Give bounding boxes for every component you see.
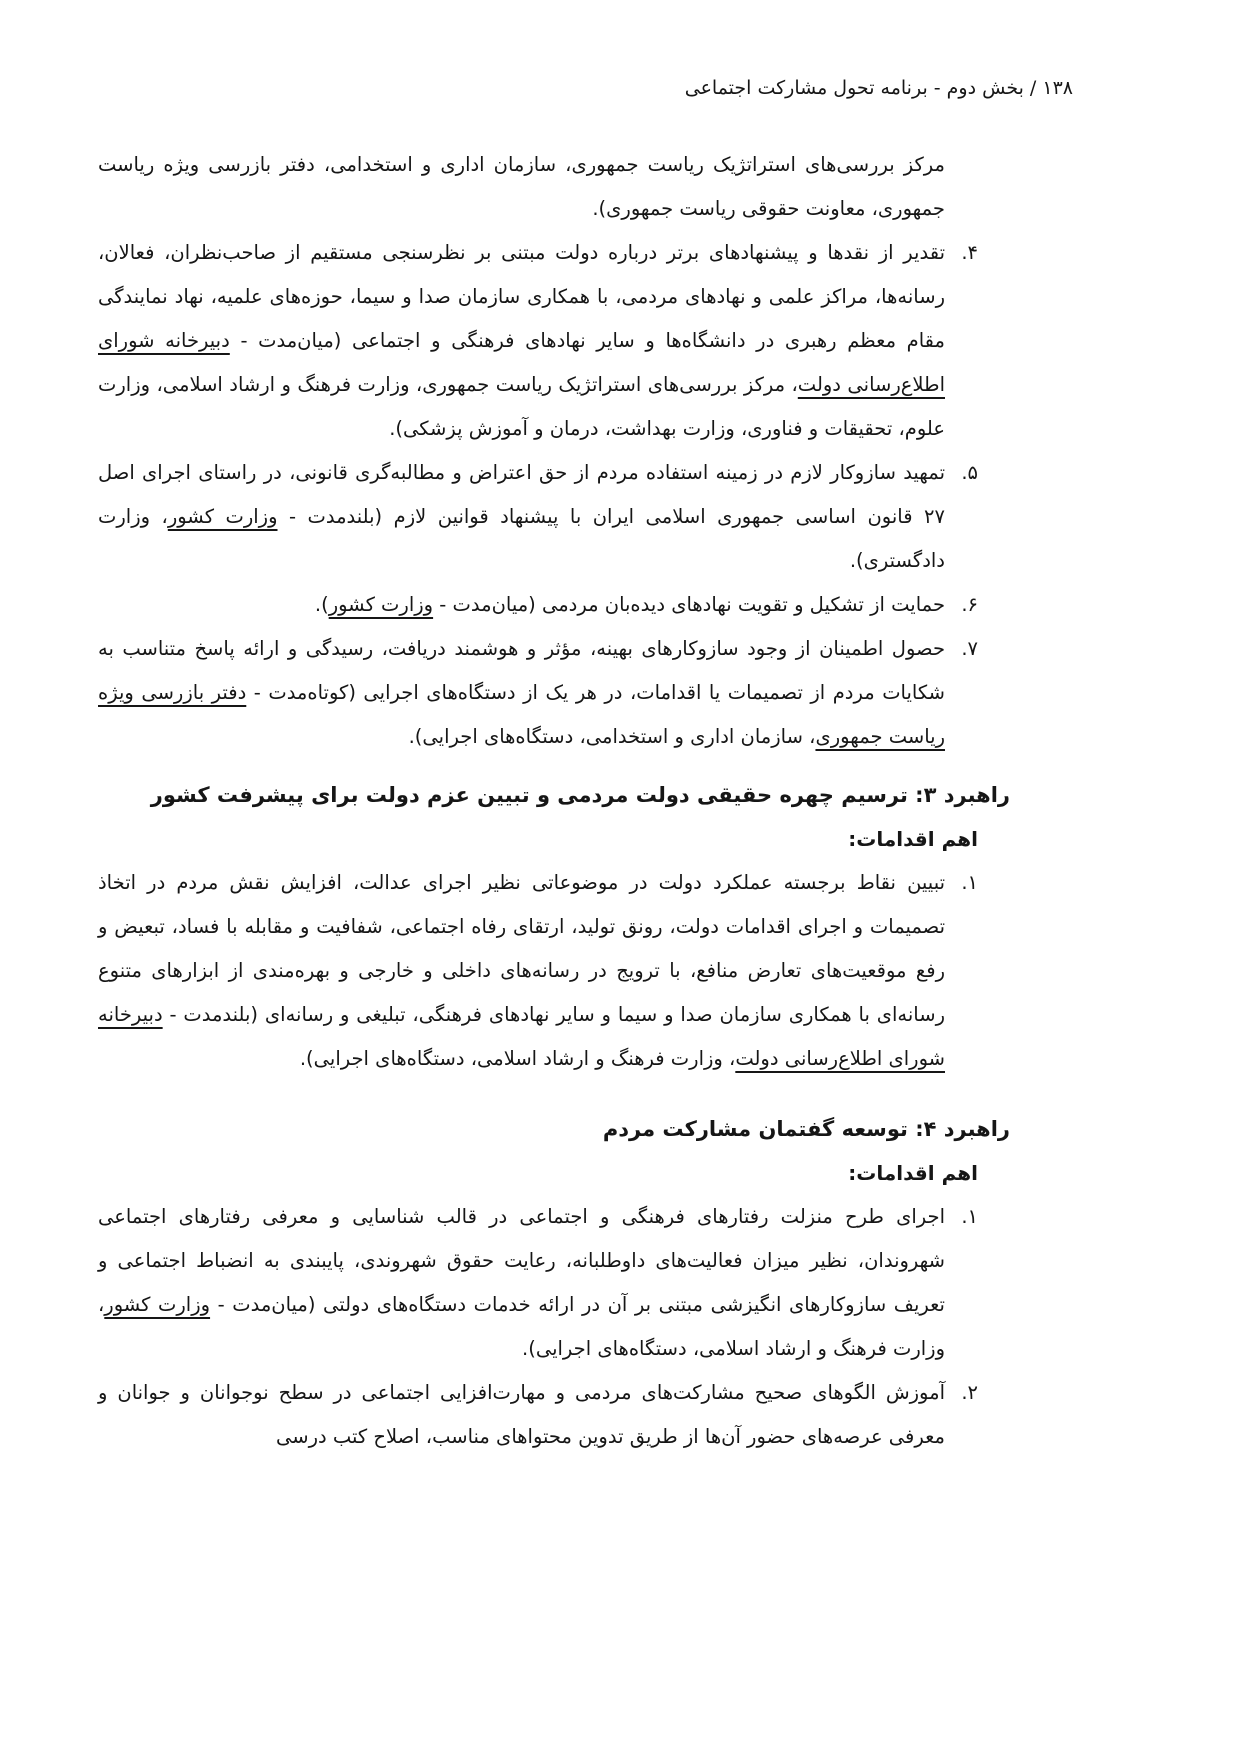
item-number: ۷.	[961, 637, 978, 660]
actions-subtitle-3: اهم اقدامات:	[848, 827, 978, 851]
page-body	[98, 143, 1010, 1459]
strategy-4-item-2	[98, 1371, 978, 1459]
item-text: اجرای طرح منزلت رفتارهای فرهنگی و اجتماعی در قالب شناسایی و معرفی رفتارهای اجتماعی شهروندان، نظیر میزان فعالیت‌های داوطلبانه، رعایت حقوق شهروندی، پایبندی به انضباط اجتماعی و تعریف سازوکارهای انگیزشی مبتنی بر آن در ارائه خدمات دستگاه‌های دولتی (میان‌مدت - وزارت کشور، وزارت فرهنگ و ارشاد اسلامی، دستگاه‌های اجرایی).	[98, 1205, 945, 1360]
item-text: آموزش الگوهای صحیح مشارکت‌های مردمی و مهارت‌افزایی اجتماعی در سطح نوجوانان و جوانان و معرفی عرصه‌های حضور آن‌ها از طریق تدوین محتواهای مناسب، اصلاح کتب درسی	[98, 1381, 945, 1448]
item-number: ۱.	[961, 1205, 978, 1228]
item-number: ۱.	[961, 871, 978, 894]
item-text: تمهید سازوکار لازم در زمینه استفاده مردم از حق اعتراض و مطالبه‌گری قانونی، در راستای اجرای اصل ۲۷ قانون اساسی جمهوری اسلامی ایران با پیشنهاد قوانین لازم (بلندمدت - وزارت کشور، وزارت دادگستری).	[98, 461, 945, 572]
item-text: تقدیر از نقدها و پیشنهادهای برتر درباره دولت مبتنی بر نظرسنجی مستقیم از صاحب‌نظران، فعالان، رسانه‌ها، مراکز علمی و نهادهای مردمی، با همکاری سازمان صدا و سیما، حوزه‌های علمیه، نهاد نمایندگی مقام معظم رهبری در دانشگاه‌ها و سایر نهادهای فرهنگی و اجتماعی (میان‌مدت - دبیرخانه شورای اطلاع‌رسانی دولت، مرکز بررسی‌های استراتژیک ریاست جمهوری، وزارت فرهنگ و ارشاد اسلامی، وزارت علوم، تحقیقات و فناوری، وزارت بهداشت، درمان و آموزش پزشکی).	[98, 241, 945, 440]
item-text: حصول اطمینان از وجود سازوکارهای بهینه، مؤثر و هوشمند دریافت، رسیدگی و ارائه پاسخ متناسب به شکایات مردم از تصمیمات یا اقدامات، در هر یک از دستگاه‌های اجرایی (کوتاه‌مدت - دفتر بازرسی ویژه ریاست جمهوری، سازمان اداری و استخدامی، دستگاه‌های اجرایی).	[98, 637, 945, 748]
intro-paragraph: مرکز بررسی‌های استراتژیک ریاست جمهوری، سازمان اداری و استخدامی، دفتر بازرسی ویژه ریاست جمهوری، معاونت حقوقی ریاست جمهوری).	[98, 153, 945, 220]
item-text: حمایت از تشکیل و تقویت نهادهای دیده‌بان مردمی (میان‌مدت - وزارت کشور).	[314, 593, 945, 616]
list-item-6	[98, 583, 978, 627]
strategy-3-heading: راهبرد ۳: ترسیم چهره حقیقی دولت مردمی و تبیین عزم دولت برای پیشرفت کشور	[150, 783, 1010, 807]
item-text: تبیین نقاط برجسته عملکرد دولت در موضوعاتی نظیر اجرای عدالت، افزایش نقش مردم در اتخاذ تصمیمات و اجرای اقدامات دولت، رونق تولید، ارتقای رفاه اجتماعی، شفافیت و مقابله با فساد، تبعیض و رفع موقعیت‌های تعارض منافع، با ترویج در رسانه‌های داخلی و خارجی و بهره‌مندی از ابزارهای متنوع رسانه‌ای با همکاری سازمان صدا و سیما و سایر نهادهای فرهنگی، تبلیغی و رسانه‌ای (بلندمدت - دبیرخانه شورای اطلاع‌رسانی دولت، وزارت فرهنگ و ارشاد اسلامی، دستگاه‌های اجرایی).	[98, 871, 945, 1070]
list-item-7	[98, 627, 978, 759]
strategy-4-item-1	[98, 1195, 978, 1371]
item-number: ۶.	[961, 593, 978, 616]
list-item-5	[98, 451, 978, 583]
page-header: ۱۳۸ / بخش دوم - برنامه تحول مشارکت اجتماعی	[684, 77, 1073, 99]
item-number: ۴.	[961, 241, 978, 264]
item-number: ۲.	[961, 1381, 978, 1404]
strategy-3-item-1	[98, 861, 978, 1081]
strategy-4-heading: راهبرد ۴: توسعه گفتمان مشارکت مردم	[602, 1117, 1010, 1141]
actions-subtitle-4: اهم اقدامات:	[848, 1161, 978, 1185]
item-number: ۵.	[961, 461, 978, 484]
list-item-4	[98, 231, 978, 451]
